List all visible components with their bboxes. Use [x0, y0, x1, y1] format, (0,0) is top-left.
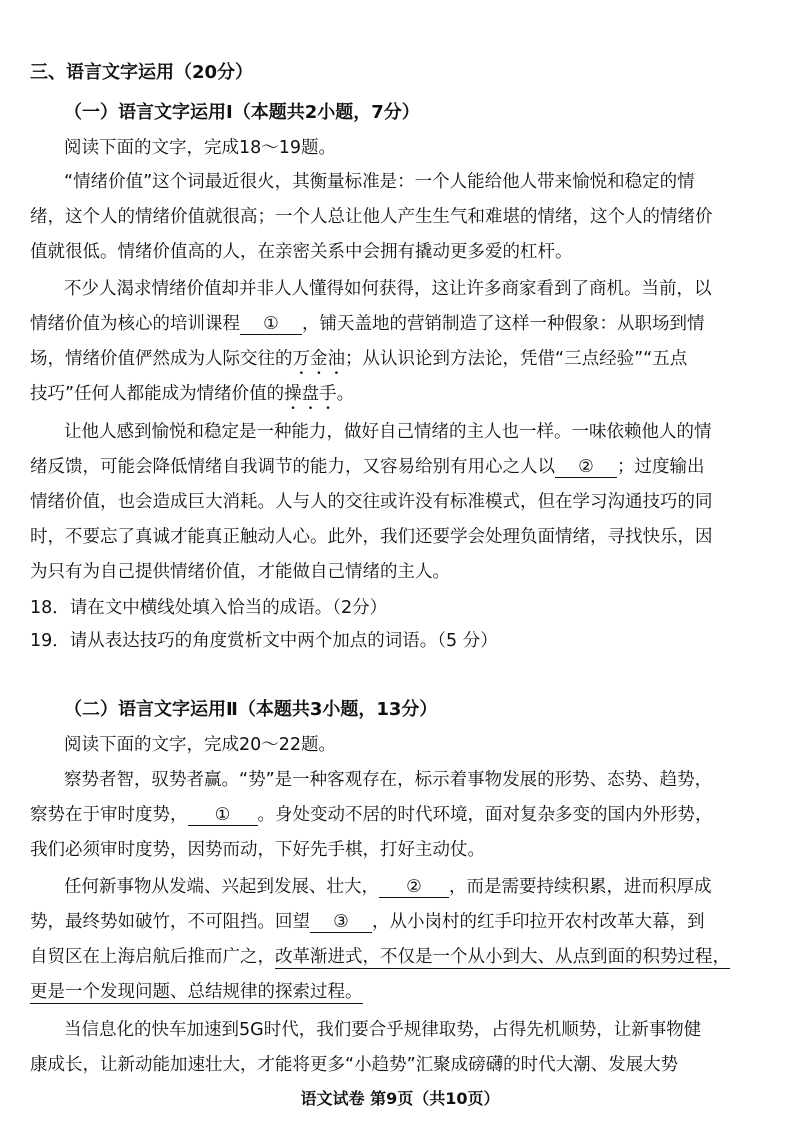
dotted-word-2: 操盘手: [284, 384, 337, 404]
p4-line3: 我们必须审时度势，因势而动，下好先手棋，打好主动仗。: [30, 840, 485, 860]
p1-line2: 绪，这个人的情绪价值就很高；一个人总让他人产生生气和难堪的情绪，这个人的情绪价: [30, 207, 713, 227]
part2-instruction: 阅读下面的文字，完成20～22题。: [64, 735, 337, 755]
p5-line1-a: 任何新事物从发端、兴起到发展、壮大，: [64, 877, 379, 897]
p2-line4-b: 。: [336, 384, 355, 404]
p1-line1: “情绪价值”这个词最近很火，其衡量标准是：一个人能给他人带来愉悦和稳定的情: [64, 172, 695, 192]
p5-line3: [30, 943, 730, 968]
p5-line2-b: ，从小岗村的红手印拉开农村改革大幕，到: [372, 912, 705, 932]
blank-1[interactable]: ①: [240, 315, 302, 335]
p2-line4: [30, 380, 354, 414]
p1-line3: 值就很低。情绪价值高的人，在亲密关系中会拥有撬动更多爱的杠杆。: [30, 242, 573, 262]
p5-line1-b: ，而是需要持续积累，进而积厚成: [449, 877, 712, 897]
p5-line1: [64, 873, 712, 898]
p2-line2: [30, 310, 705, 335]
p2-line2-b: ，铺天盖地的营销制造了这样一种假象：从职场到情: [302, 314, 705, 334]
p4-line2-b: 。身处变动不居的时代环境，面对复杂多变的国内外形势，: [257, 805, 713, 825]
p3-line4: 时，不要忘了真诚才能真正触动人心。此外，我们还要学会处理负面情绪，寻找快乐，因: [30, 527, 713, 547]
p3-line5: 为只有为自己提供情绪价值，才能做自己情绪的主人。: [30, 562, 450, 582]
question-19: 19．请从表达技巧的角度赏析文中两个加点的词语。（5 分）: [30, 631, 498, 651]
p4-line2: [30, 801, 713, 826]
part1-instruction: 阅读下面的文字，完成18～19题。: [64, 138, 337, 158]
p2-line1: 不少人渴求情绪价值却并非人人懂得如何获得，这让许多商家看到了商机。当前，以: [64, 279, 712, 299]
part1-title: （一）语言文字运用Ⅰ（本题共2小题，7分）: [64, 102, 420, 123]
question-18: 18．请在文中横线处填入恰当的成语。（2分）: [30, 598, 388, 618]
p6-line2: 康成长，让新动能加速壮大，才能将更多“小趋势”汇聚成磅礴的时代大潮、发展大势: [30, 1055, 679, 1075]
p2-line4-a: 技巧”任何人都能成为情绪价值的: [30, 384, 285, 404]
dotted-word-1: 万金油: [292, 349, 345, 369]
p2-line3-a: 场，情绪价值俨然成为人际交往的: [30, 349, 293, 369]
p5-line4: [30, 978, 363, 1003]
blank-4[interactable]: ②: [379, 878, 449, 898]
p4-line1: 察势者智，驭势者赢。“势”是一种客观存在，标示着事物发展的形势、态势、趋势，: [64, 770, 713, 790]
section-title: 三、语言文字运用（20分）: [30, 62, 254, 83]
blank-3[interactable]: ①: [188, 806, 258, 826]
p3-line2-b: ；过度输出: [617, 457, 705, 477]
p3-line3: 情绪价值，也会造成巨大消耗。人与人的交往或许没有标准模式，但在学习沟通技巧的同: [30, 492, 713, 512]
p5-line3-a: 自贸区在上海启航后推而广之，: [30, 947, 275, 967]
underlined-sentence-2: 更是一个发现问题、总结规律的探索过程。: [30, 982, 363, 1002]
p2-line3: [30, 345, 687, 379]
page-footer: 语文试卷 第9页（共10页）: [300, 1089, 500, 1108]
p6-line1: 当信息化的快车加速到5G时代，我们要合乎规律取势，占得先机顺势，让新事物健: [64, 1020, 702, 1040]
p3-line2: [30, 453, 705, 478]
blank-5[interactable]: ③: [310, 913, 372, 933]
underlined-sentence-1: 改革渐进式，不仅是一个从小到大、从点到面的积势过程，: [275, 947, 730, 967]
p4-line2-a: 察势在于审时度势，: [30, 805, 188, 825]
p3-line1: 让他人感到愉悦和稳定是一种能力，做好自己情绪的主人也一样。一味依赖他人的情: [64, 422, 712, 442]
part2-title: （二）语言文字运用Ⅱ（本题共3小题，13分）: [64, 699, 438, 720]
p2-line3-b: ；从认识论到方法论，凭借“三点经验”“五点: [345, 349, 688, 369]
p5-line2: [30, 908, 705, 933]
p2-line2-a: 情绪价值为核心的培训课程: [30, 314, 240, 334]
p3-line2-a: 绪反馈，可能会降低情绪自我调节的能力，又容易给别有用心之人以: [30, 457, 555, 477]
blank-2[interactable]: ②: [555, 458, 617, 478]
p5-line2-a: 势，最终势如破竹，不可阻挡。回望: [30, 912, 310, 932]
